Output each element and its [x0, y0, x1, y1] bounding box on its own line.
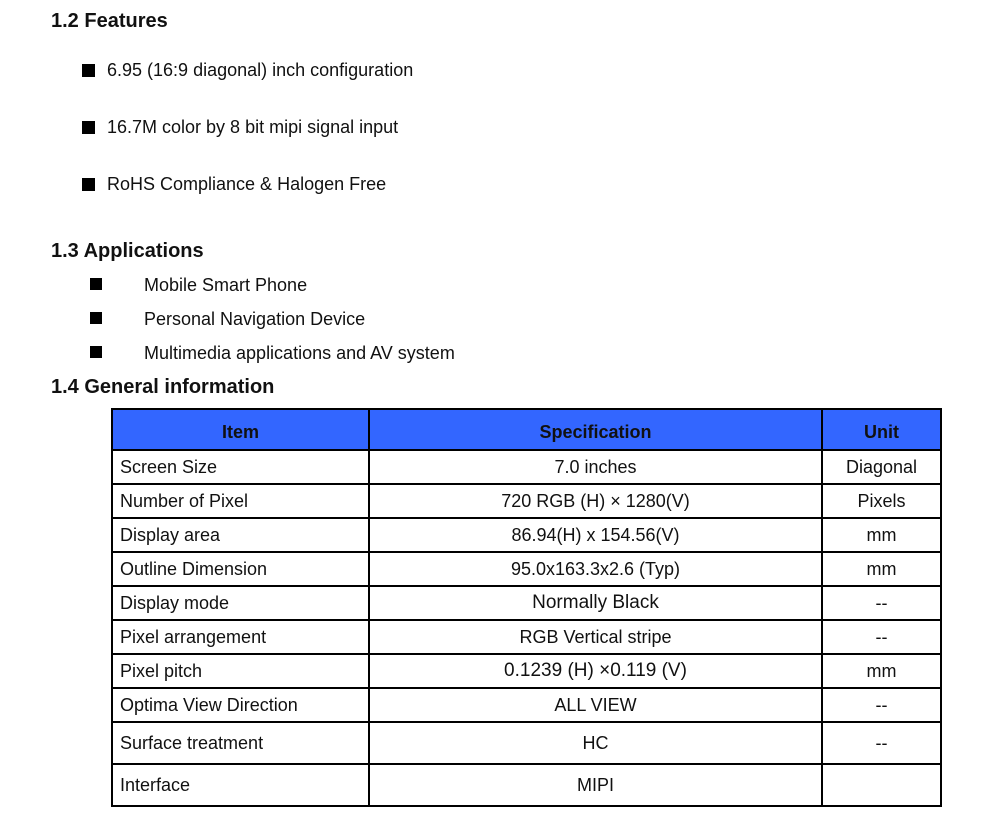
table-row	[112, 620, 941, 654]
row-item: Pixel pitch	[112, 654, 369, 688]
row-spec: 720 RGB (H) × 1280(V)	[369, 484, 822, 518]
general-info-heading: 1.4 General information	[51, 376, 275, 398]
row-spec: ALL VIEW	[369, 688, 822, 722]
table-row	[112, 654, 941, 688]
row-spec: 86.94(H) x 154.56(V)	[369, 518, 822, 552]
row-spec: MIPI	[369, 764, 822, 806]
row-item: Interface	[112, 764, 369, 806]
row-unit: Pixels	[822, 484, 941, 518]
row-item: Screen Size	[112, 450, 369, 484]
row-item: Optima View Direction	[112, 688, 369, 722]
row-spec: HC	[369, 722, 822, 764]
table-row	[112, 764, 941, 806]
row-item: Display mode	[112, 586, 369, 620]
table-row	[112, 688, 941, 722]
applications-heading: 1.3 Applications	[51, 240, 204, 262]
header-item: Item	[112, 409, 369, 450]
feature-item: 6.95 (16:9 diagonal) inch configuration	[107, 60, 414, 80]
bullet-square-icon	[82, 178, 95, 191]
table-row	[112, 518, 941, 552]
table-header-row	[112, 409, 941, 450]
table-row	[112, 484, 941, 518]
bullet-square-icon	[82, 121, 95, 134]
row-unit: --	[822, 688, 941, 722]
row-unit: mm	[822, 552, 941, 586]
spec-table	[111, 408, 942, 807]
row-unit: --	[822, 620, 941, 654]
table-row	[112, 552, 941, 586]
feature-item: 16.7M color by 8 bit mipi signal input	[107, 117, 399, 137]
row-item: Surface treatment	[112, 722, 369, 764]
row-spec: Normally Black	[369, 586, 822, 620]
application-item: Personal Navigation Device	[144, 309, 366, 329]
row-unit: mm	[822, 518, 941, 552]
row-spec: 0.1239 (H) ×0.119 (V)	[369, 654, 822, 688]
row-unit: --	[822, 586, 941, 620]
table-row	[112, 722, 941, 764]
header-specification: Specification	[369, 409, 822, 450]
application-item: Multimedia applications and AV system	[144, 343, 455, 363]
row-item: Display area	[112, 518, 369, 552]
feature-item: RoHS Compliance & Halogen Free	[107, 174, 387, 194]
table-row	[112, 450, 941, 484]
bullet-square-icon	[90, 278, 102, 290]
row-unit	[822, 764, 941, 806]
row-unit: mm	[822, 654, 941, 688]
row-unit: Diagonal	[822, 450, 941, 484]
features-heading: 1.2 Features	[51, 10, 168, 32]
bullet-square-icon	[90, 346, 102, 358]
header-unit: Unit	[822, 409, 941, 450]
row-item: Number of Pixel	[112, 484, 369, 518]
bullet-square-icon	[90, 312, 102, 324]
row-item: Pixel arrangement	[112, 620, 369, 654]
table-row	[112, 586, 941, 620]
bullet-square-icon	[82, 64, 95, 77]
application-item: Mobile Smart Phone	[144, 275, 308, 295]
row-spec: RGB Vertical stripe	[369, 620, 822, 654]
row-item: Outline Dimension	[112, 552, 369, 586]
row-spec: 7.0 inches	[369, 450, 822, 484]
row-unit: --	[822, 722, 941, 764]
row-spec: 95.0x163.3x2.6 (Typ)	[369, 552, 822, 586]
